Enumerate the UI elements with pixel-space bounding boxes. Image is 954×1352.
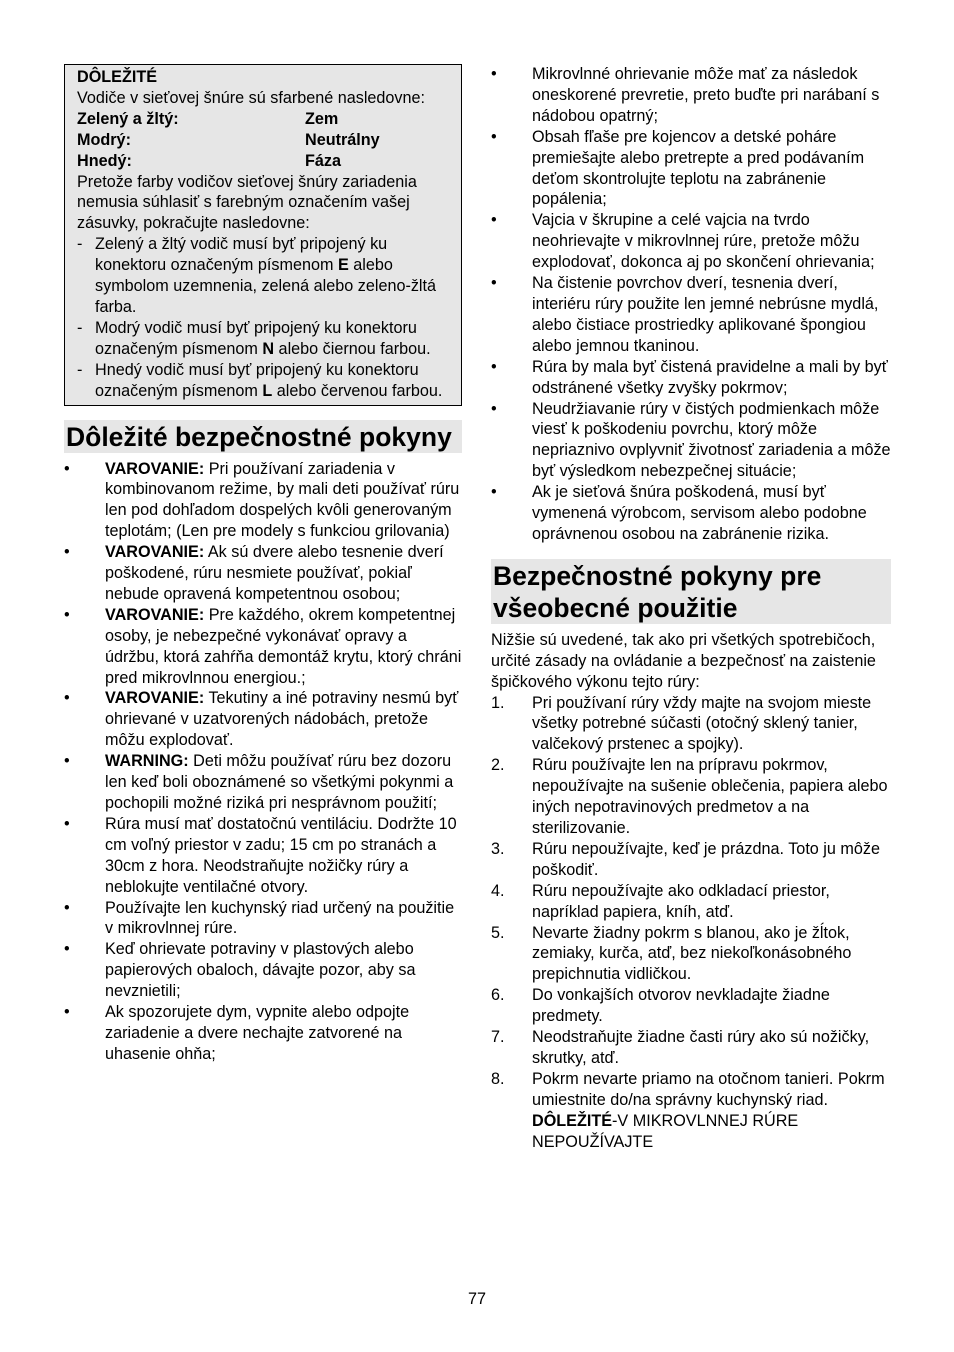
dash-text: Modrý vodič musí byť pripojený ku konektoru označeným písmenom N alebo čiernou farbou. (95, 318, 431, 358)
important-notice-box (64, 64, 462, 406)
list-item (64, 688, 462, 751)
item-number: 2. (491, 756, 505, 775)
numbered-item (491, 985, 891, 1027)
wire-function: Neutrálny (305, 130, 380, 149)
list-item-text: VAROVANIE: Ak sú dvere alebo tesnenie dverí poškodené, rúru nesmiete používať, pokiaľ nebude opravená kompetentnou osobou; (105, 543, 444, 603)
bullet-marker: • (491, 211, 497, 230)
bullet-marker: • (491, 127, 497, 146)
list-item-text: Mikrovlnné ohrievanie môže mať za následok oneskorené prevretie, preto buďte pri narábaní s nádobou opatrný; (532, 65, 880, 125)
numbered-item (491, 839, 891, 881)
list-item-text: Ak spozorujete dym, vypnite alebo odpojte zariadenie a dvere nechajte zatvorené na uhasenie ohňa; (105, 1003, 410, 1063)
list-item (491, 357, 891, 399)
notice-intro: Vodiče v sieťovej šnúre sú sfarbené nasledovne: (77, 88, 426, 107)
list-item (491, 399, 891, 483)
bullet-marker: • (64, 605, 70, 624)
bullet-marker: • (491, 483, 497, 502)
list-item (64, 605, 462, 689)
list-item-text: Vajcia v škrupine a celé vajcia na tvrdo neohrievajte v mikrovlnnej rúre, pretože môžu explodovať, dokonca aj po skončení ohrievania; (532, 211, 875, 272)
numbered-item-text: Pri používaní rúry vždy majte na svojom mieste všetky potrebné súčasti (otočný sklený tanier, valčekový prstenec a spojky). (532, 693, 872, 754)
list-item (491, 210, 891, 273)
list-item (64, 939, 462, 1002)
bullet-marker: • (64, 752, 70, 771)
notice-title: DÔLEŽITÉ (77, 68, 158, 86)
page-number: 77 (467, 1290, 486, 1308)
dash-marker: - (77, 235, 83, 254)
item-number: 5. (491, 923, 505, 942)
numbered-item (491, 693, 891, 756)
list-item-text: Neudržiavanie rúry v čistých podmienkach môže viesť k poškodeniu povrchu, ktorý môže nepriaznivo ovplyvniť životnosť zariadenia a môže byť výsledkom nebezpečnej situácie; (532, 399, 891, 481)
dash-marker: - (77, 318, 83, 337)
notice-dash-item (77, 234, 451, 318)
spacer (491, 545, 891, 559)
notice-dash-item (77, 360, 451, 402)
item-number: 7. (491, 1028, 505, 1047)
bullet-marker: • (491, 274, 497, 293)
item-number: 4. (491, 881, 505, 900)
bullet-marker: • (64, 689, 70, 708)
list-item (64, 542, 462, 605)
numbered-item-text: Rúru nepoužívajte ako odkladací priestor, napríklad papiera, kníh, atď. (532, 881, 830, 921)
item-number: 1. (491, 693, 505, 712)
numbered-item-text: Do vonkajších otvorov nevkladajte žiadne predmety. (532, 986, 830, 1026)
list-item (64, 751, 462, 814)
list-item-text: WARNING: Deti môžu používať rúru bez dozoru len keď boli oboznámené so všetkými pokynmi a pochopili možné riziká pri nesprávnom použití; (105, 752, 454, 812)
numbered-item (491, 923, 891, 986)
numbered-item (491, 755, 891, 839)
wire-color-row (77, 151, 451, 172)
numbered-item (491, 1027, 891, 1069)
list-item-text: Rúra by mala byť čistená pravidelne a mali by byť odstránené všetky zvyšky pokrmov; (532, 357, 888, 397)
wire-color-row (77, 130, 451, 151)
notice-dash-item (77, 318, 451, 360)
bullet-marker: • (491, 357, 497, 376)
item-number: 8. (491, 1069, 505, 1088)
list-item (491, 127, 891, 211)
wire-function: Zem (305, 109, 339, 128)
list-item-text: Ak je sieťová šnúra poškodená, musí byť vymenená výrobcom, servisom alebo podobne oprávnenou osobou na zabránenie rizika. (532, 483, 867, 543)
list-item-text: Na čistenie povrchov dverí, tesnenia dverí, interiéru rúry použite len jemné nebrúsne mydlá, alebo čistiace prostriedky aplikované špongiou alebo jemnou tkaninou. (532, 274, 879, 355)
numbered-item-text: Rúru používajte len na prípravu pokrmov, nepoužívajte na sušenie oblečenia, papiera alebo iných nepotravinových predmetov a na sterilizovanie. (532, 756, 888, 837)
item-number: 6. (491, 986, 505, 1005)
wire-color: Zelený a žltý: (77, 109, 179, 128)
important-label: DÔLEŽITÉ (532, 1111, 613, 1130)
general-intro: Nižšie sú uvedené, tak ako pri všetkých spotrebičoch, určité zásady na ovládanie a bezpečnosť na zaistenie špičkového výkonu tejto rúry: (491, 630, 876, 691)
bullet-marker: • (491, 399, 497, 418)
list-item (64, 1002, 462, 1065)
bullet-marker: • (64, 940, 70, 959)
list-item-text: Obsah fľaše pre kojencov a detské poháre premiešajte alebo pretrepte a pred podávaním deťom skontrolujte teplotu na zabránenie popálenia; (532, 127, 865, 209)
list-item-text: Rúra musí mať dostatočnú ventiláciu. Dodržte 10 cm voľný priestor v zadu; 15 cm po stranách a 30cm z hora. Neodstraňujte nožičky rúry a neblokujte ventilačné otvory. (105, 814, 457, 896)
right-column (491, 64, 891, 1153)
wire-function: Fáza (305, 151, 341, 170)
wire-color: Hnedý: (77, 151, 132, 170)
bullet-marker: • (64, 814, 70, 833)
numbered-item-text: Rúru nepoužívajte, keď je prázdna. Toto ju môže poškodiť. (532, 839, 880, 879)
general-use-heading: Bezpečnostné pokyny pre všeobecné použitie (491, 559, 891, 624)
numbered-item-text (532, 1069, 891, 1153)
list-item (491, 273, 891, 357)
dash-text: Zelený a žltý vodič musí byť pripojený ku konektoru označeným písmenom E alebo symbolom uzemnenia, zelená alebo zeleno-žltá farba. (95, 235, 437, 316)
bullet-marker: • (64, 459, 70, 478)
bullet-marker: • (491, 65, 497, 83)
wire-color: Modrý: (77, 130, 131, 149)
numbered-item-text: Neodstraňujte žiadne časti rúry ako sú nožičky, skrutky, atď. (532, 1028, 870, 1067)
list-item (64, 814, 462, 898)
item-number: 3. (491, 839, 505, 858)
numbered-item (491, 1069, 891, 1153)
bullet-marker: • (64, 1003, 70, 1022)
dash-marker: - (77, 360, 83, 379)
wire-color-row (77, 109, 451, 130)
list-item-text: VAROVANIE: Pri používaní zariadenia v kombinovanom režime, by mali deti používať rúru len pod dohľadom dospelých kvôli generovaným teplotám; (Len pre modely s funkciou grilovania) (105, 459, 460, 541)
dash-text: Hnedý vodič musí byť pripojený ku konektoru označeným písmenom L alebo červenou farbou. (95, 360, 443, 400)
item-text: Pokrm nevarte priamo na otočnom tanieri. Pokrm umiestnite do/na správny kuchynský riad. (532, 1069, 885, 1109)
list-item (64, 459, 462, 543)
list-item (64, 898, 462, 940)
numbered-item (491, 881, 891, 923)
list-item-text: Používajte len kuchynský riad určený na použitie v mikrovlnnej rúre. (105, 898, 455, 938)
safety-heading: Dôležité bezpečnostné pokyny (64, 420, 462, 453)
list-item (491, 64, 891, 127)
important-note: -V MIKROVLNNEJ RÚRE NEPOUŽÍVAJTE (532, 1111, 799, 1151)
left-column (64, 64, 462, 1065)
bullet-marker: • (64, 543, 70, 562)
list-item-text: Keď ohrievate potraviny v plastových alebo papierových obaloch, dávajte pozor, aby sa nevznietili; (105, 940, 416, 1001)
list-item-text: VAROVANIE: Pre každého, okrem kompetentnej osoby, je nebezpečné vykonávať opravy a údržbu, ktorá zahŕňa demontáž krytu, ktorý chráni pred mikrovlnnou energiou.; (105, 605, 462, 687)
notice-body: Pretože farby vodičov sieťovej šnúry zariadenia nemusia súhlasiť s farebným označením vašej zásuvky, pokračujte nasledovne: (77, 172, 417, 233)
numbered-item-text: Nevarte žiadny pokrm s blanou, ako je žĺtok, zemiaky, kurča, atď, bez niekoľkonásobného prepichnutia vidličkou. (532, 923, 852, 984)
list-item (491, 482, 891, 545)
list-item-text: VAROVANIE: Tekutiny a iné potraviny nesmú byť ohrievané v uzatvorených nádobách, pretože môžu explodovať. (105, 689, 459, 750)
bullet-marker: • (64, 898, 70, 917)
